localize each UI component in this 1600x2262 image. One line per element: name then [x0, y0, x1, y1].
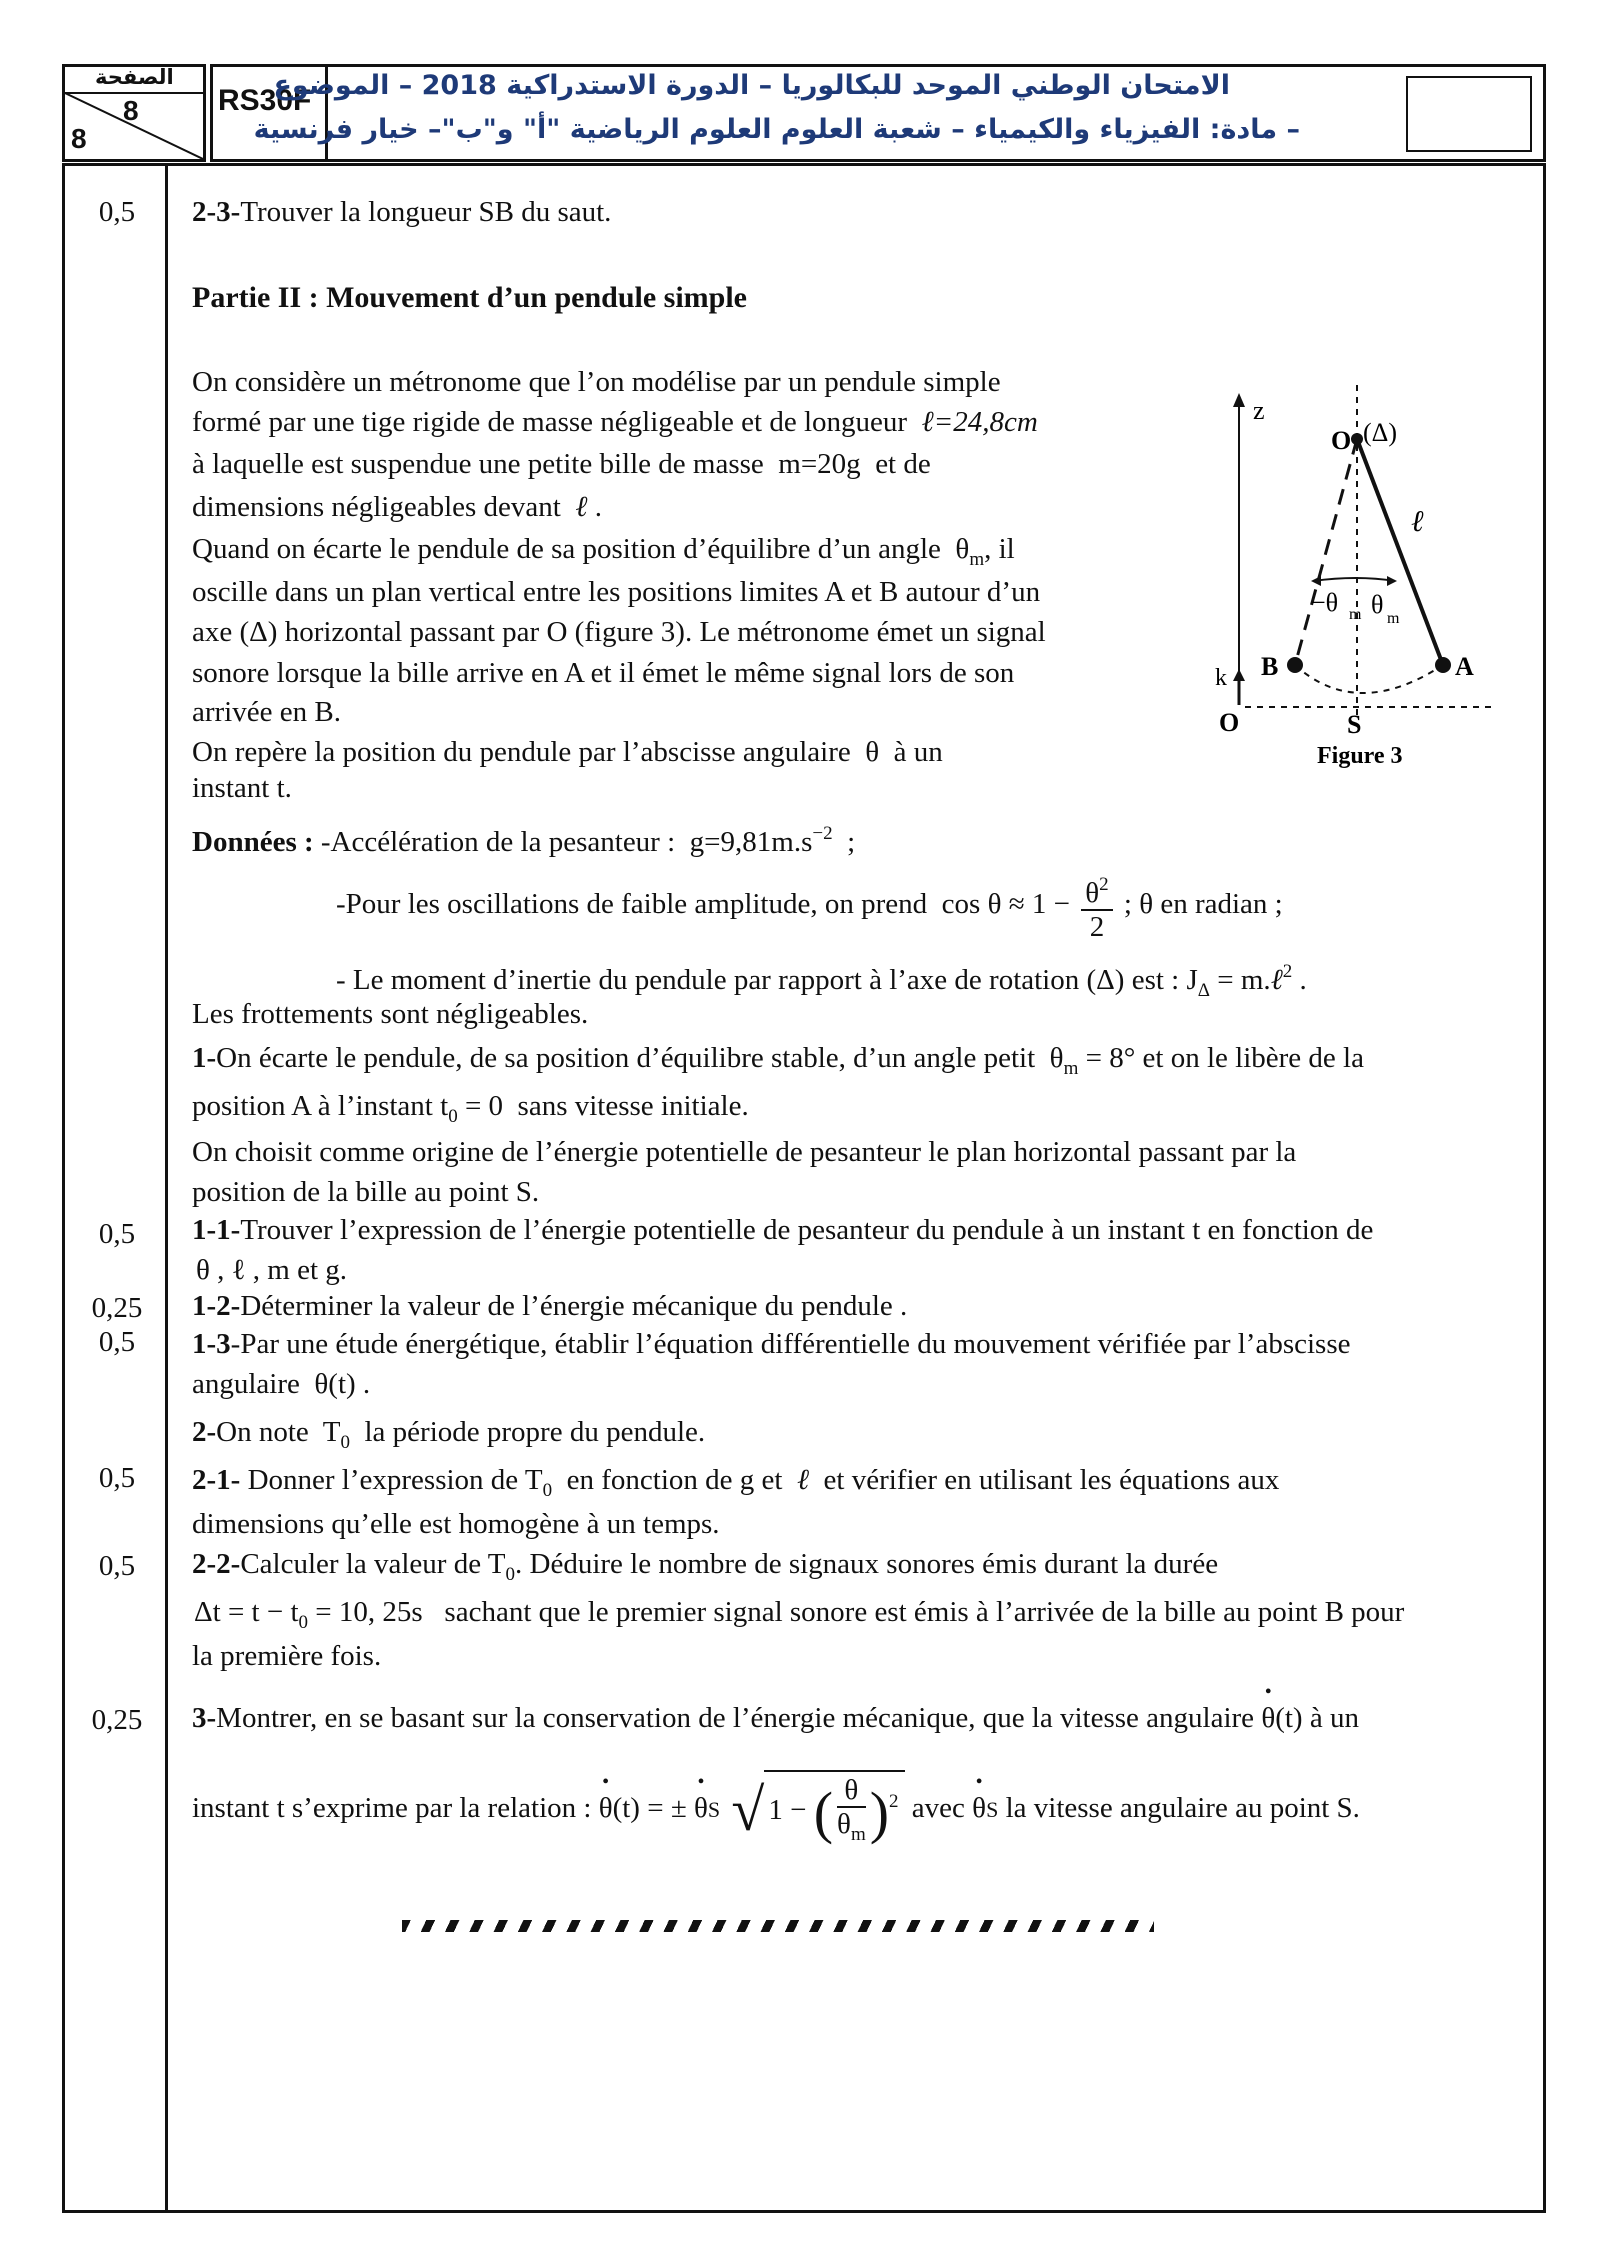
part2-title: Partie II : Mouvement d’un pendule simple	[192, 281, 747, 314]
question-2-2: 2-2-Calculer la valeur de $T_0$. Déduire le nombre de signaux sonores émis durant la durée	[192, 1548, 1219, 1585]
label-B: B	[1261, 652, 1279, 681]
question-1-3-cont: angulaire θ(t) .	[192, 1368, 371, 1400]
label-ell: ℓ	[1411, 505, 1424, 538]
score-q22: 0,5	[98, 1550, 136, 1582]
z-axis-arrow	[1233, 393, 1245, 407]
question-1-cont: position A à l’instant $t_0 = 0$ sans vitesse initiale.	[192, 1090, 749, 1127]
label-k: k	[1215, 665, 1227, 691]
label-O: O	[1331, 426, 1352, 455]
page-total: 8	[71, 123, 87, 154]
question-1-1: 1-1-Trouver l’expression de l’énergie potentielle de pesanteur du pendule à un instant t en fonction de	[192, 1214, 1374, 1246]
ball-B	[1287, 657, 1303, 673]
page-number: 8	[123, 95, 139, 126]
origin-line-2: position de la bille au point S.	[192, 1176, 540, 1208]
intro-line-8: sonore lorsque la bille arrive en A et il émet le même signal lors de son	[192, 657, 1015, 689]
label-O-origin: O	[1219, 708, 1240, 737]
question-1: 1-On écarte le pendule, de sa position d’équilibre stable, d’un angle petit $\theta_m = 8^\circ$ et on le libère de la	[192, 1042, 1364, 1079]
question-2-3: 2-3-Trouver la longueur SB du saut.	[192, 196, 612, 228]
label-m-left: m	[1349, 606, 1362, 623]
score-q13: 0,5	[98, 1326, 136, 1358]
question-2-2-cont: $\Delta t = t - t_0 = 10$, 25s sachant que le premier signal sonore est émis à l’arrivée de la bille au point B pour	[194, 1596, 1405, 1633]
pendulum-diagram	[1195, 385, 1525, 775]
angle-arc	[1313, 578, 1395, 581]
exam-code: RS30F	[218, 84, 312, 117]
score-q11: 0,5	[98, 1218, 136, 1250]
frottements: Les frottements sont négligeables.	[192, 998, 589, 1030]
label-theta-left: −θ	[1311, 588, 1339, 617]
question-1-1-vars: θ , ℓ , m et g.	[196, 1254, 348, 1286]
score-q12: 0,25	[91, 1292, 143, 1324]
trajectory-arc	[1295, 665, 1443, 693]
origin-line-1: On choisit comme origine de l’énergie potentielle de pesanteur le plan horizontal passant par la	[192, 1136, 1297, 1168]
score-q3: 0,25	[91, 1704, 143, 1736]
intro-line-9: arrivée en B.	[192, 696, 341, 728]
question-2: 2-On note $T_0$ la période propre du pendule.	[192, 1416, 706, 1453]
label-z: z	[1253, 396, 1265, 425]
header-empty-box	[1406, 76, 1532, 152]
label-m-right: m	[1387, 610, 1400, 627]
intro-line-1: On considère un métronome que l’on modélise par un pendule simple	[192, 366, 1001, 398]
figure-3	[1195, 385, 1525, 775]
figure-caption: Figure 3	[1317, 743, 1403, 769]
label-S: S	[1347, 710, 1362, 739]
question-3: 3-Montrer, en se basant sur la conservation de l’énergie mécanique, que la vitesse angulaire • θ(t) à un	[192, 1698, 1359, 1738]
question-2-1-cont: dimensions qu’elle est homogène à un temps.	[192, 1508, 720, 1540]
label-A: A	[1455, 652, 1474, 681]
page-label: الصفحة	[95, 65, 174, 89]
intro-line-11: instant t.	[192, 772, 292, 804]
header-page-box	[62, 64, 206, 162]
question-1-3: 1-3-Par une étude énergétique, établir l’équation différentielle du mouvement vérifiée par l’abscisse	[192, 1328, 1351, 1360]
score-q21: 0,5	[98, 1462, 136, 1494]
intro-line-6: oscille dans un plan vertical entre les positions limites A et B autour d’un	[192, 576, 1041, 608]
intro-line-10: On repère la position du pendule par l’abscisse angulaire θ à un	[192, 736, 943, 768]
question-1-2: 1-2-Déterminer la valeur de l’énergie mécanique du pendule .	[192, 1290, 908, 1322]
rod-to-A	[1357, 439, 1443, 665]
score-column-divider	[165, 163, 168, 2213]
question-2-2-end: la première fois.	[192, 1640, 382, 1672]
score-q23: 0,5	[98, 196, 136, 228]
donnees-g: Données : -Accélération de la pesanteur : $g=9,81m.s^{-2}$ ;	[192, 823, 856, 858]
pivot-O	[1351, 433, 1363, 445]
intro-line-4: dimensions négligeables devant ℓ .	[192, 491, 602, 523]
question-2-1: 2-1- Donner l’expression de $T_0$ en fonction de g et ℓ et vérifier en utilisant les équations aux	[192, 1464, 1280, 1501]
question-3-relation: instant t s’exprime par la relation : • θ(t) = ± • θS √ 1 − ( $\frac{\theta}{\theta_m}$ )$^2$ avec • θS la vitesse angulaire au point S.	[192, 1760, 1360, 1856]
label-delta: (Δ)	[1363, 418, 1398, 447]
donnees-inertia: - Le moment d’inertie du pendule par rapport à l’axe de rotation (Δ) est : $J_\Delta$ = m.ℓ$^2$ .	[336, 961, 1307, 1001]
donnees-cos: -Pour les oscillations de faible amplitude, on prend cos θ ≈ 1 − $\frac{\theta^2}{2}$ ; θ en radian ;	[336, 862, 1283, 946]
ball-A	[1435, 657, 1451, 673]
header-title-1: الامتحان الوطني الموحد للبكالوريا – الدورة الاستدراكية 2018 – الموضوع	[273, 70, 1230, 101]
intro-line-3: à laquelle est suspendue une petite bille de masse m=20g et de	[192, 448, 931, 480]
end-mark	[402, 1920, 1154, 1932]
header-title-2: – مادة: الفيزياء والكيمياء – شعبة العلوم العلوم الرياضية "أ" و"ب"– خيار فرنسية	[253, 114, 1300, 145]
rod-to-B-dashed	[1295, 439, 1357, 665]
intro-line-5: Quand on écarte le pendule de sa position d’équilibre d’un angle $\theta_m$, il	[192, 533, 1015, 570]
label-theta-right: θ	[1371, 590, 1384, 619]
intro-line-7: axe (Δ) horizontal passant par O (figure 3). Le métronome émet un signal	[192, 616, 1046, 648]
intro-line-2: formé par une tige rigide de masse négligeable et de longueur ℓ=24,8cm	[192, 406, 1038, 438]
